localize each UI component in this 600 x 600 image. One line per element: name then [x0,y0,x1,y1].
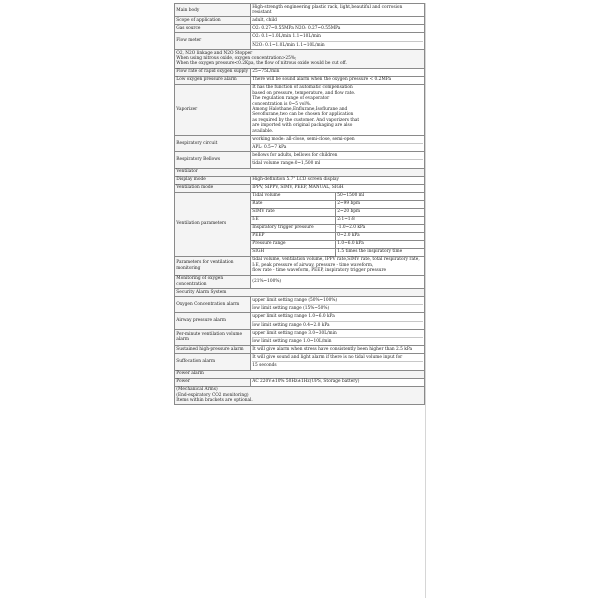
spec-value [251,152,425,168]
spec-value-line: upper limit setting range 3.0~30L/min [252,330,337,336]
spec-value-line: 15 seconds [252,361,422,368]
table-row [175,275,425,288]
param-name: Tidal volume [251,192,336,200]
spec-value [251,354,425,370]
table-row [175,49,425,68]
spec-label: Oxygen Concentration alarm [175,296,251,312]
section-heading: Security Alarm System [176,289,227,295]
table-row [175,84,425,135]
spec-value-line: The regulation range of evaporator [252,96,330,102]
table-row [175,313,425,329]
section-note: (End-expiratory CO2 monitoring) [176,392,249,398]
param-name: PEEP [251,232,336,240]
spec-value [251,184,425,192]
spec-value-line: N2O: 0.1~1.0L/min 1.1~10L/min [252,41,422,48]
param-value: 1.0~6.0 kPa [336,240,425,248]
spec-value-line: IPPV, SIPPV, SIMV, PEEP, MANUAL, SIGH [252,185,344,191]
spec-value-line: There will be sound alarm when the oxygen pressure < 0.2MPa [252,77,392,83]
table-row [175,68,425,76]
spec-label: Respiratory Bellows [175,152,251,168]
spec-value-line: concentration is 0~5 vol%. [252,101,312,107]
page-edge-line [425,3,426,598]
table-row [175,76,425,84]
spec-label: Per-minute ventilation volume alarm [175,329,251,345]
spec-value-line: O2: 0.27~0.55MPa N2O: 0.27~0.55MPa [252,26,341,32]
param-name: Pressure range [251,240,336,248]
spec-table [174,3,425,405]
spec-value [251,313,425,329]
table-row [175,152,425,168]
spec-value-line: working mode: all-close, semi-close, semi-open [252,136,355,142]
table-row [175,329,425,345]
spec-value-line: AC 220V±10% 50Hz±1Hz(UPS, Storage battery) [252,379,360,385]
spec-label: Airway pressure alarm [175,313,251,329]
spec-value [251,76,425,84]
spec-label: Sustained high-pressure alarm [175,346,251,354]
spec-value-line: Among Halothane,Enflurane,Isoflurane and [252,107,348,113]
spec-label: Gas source [175,25,251,33]
spec-value [251,275,425,288]
spec-label: Display mode [175,176,251,184]
spec-value [251,296,425,312]
spec-label: Monitoring of oxygen concentration [175,275,251,288]
spec-value-line: Sevoflurane,two can be chosen for application [252,112,354,118]
spec-label: Parameters for ventilation monitoring [175,256,251,275]
table-row [175,176,425,184]
section-cell [175,49,425,68]
param-name: SIGH [251,248,336,256]
param-value: 1.5 times the inspiratory time [336,248,425,256]
spec-label: Flow rate of rapid oxygen supply [175,68,251,76]
spec-label: Scope of application [175,17,251,25]
table-row [175,17,425,25]
spec-value-line: It has the function of automatic compensation [252,85,353,91]
spec-value [251,378,425,386]
table-row [175,370,425,378]
spec-value [251,84,425,135]
spec-value-line: I:E, peak pressure of airway, pressure - time waveform, [252,262,374,268]
section-note: When the oxygen pressure<0.2Kpa, the flow of nitrous oxide would be cut off. [176,61,347,67]
table-row [175,378,425,386]
param-value: 2~99 bpm [336,200,425,208]
spec-value-line: flow rate - time waveform, PEEP, inspiratory trigger pressure [252,268,387,274]
section-cell [175,370,425,378]
spec-value [251,4,425,17]
table-row [175,354,425,370]
param-value: -1.0~2.0 kPa [336,224,425,232]
section-heading: (Mechanical Arms) [176,387,218,393]
section-cell [175,288,425,296]
spec-value [251,33,425,49]
spec-value-line: upper limit setting range 1.0~6.0 kPa [252,314,335,320]
table-row [175,192,425,200]
spec-value-line: are imported with original packaging are also [252,123,353,129]
table-row [175,288,425,296]
param-name: Rate [251,200,336,208]
section-heading: Ventilator [176,169,198,175]
param-name: Inspiratory trigger pressure [251,224,336,232]
table-row [175,4,425,17]
spec-value [251,25,425,33]
spec-value [251,256,425,275]
param-value: 2:1~1:8 [336,216,425,224]
table-row [175,346,425,354]
spec-value-line: (21%~100%) [252,279,282,284]
spec-value-line: High-strength engineering plastic rack, light,beautiful and corrosion resistant [252,4,403,16]
table-row [175,296,425,312]
spec-label: Main body [175,4,251,17]
spec-value-line: It will give alarm when stress have consistently been higher than 2.5 kPa [252,346,413,352]
table-row [175,256,425,275]
spec-value-line: low limit setting range 1.0~10L/min [252,337,422,344]
table-row [175,386,425,405]
spec-label: Respiratory circuit [175,135,251,151]
spec-value [251,346,425,354]
spec-value [251,329,425,345]
table-row [175,184,425,192]
table-row [175,168,425,176]
param-value: 50~1500 ml [336,192,425,200]
section-heading: Power alarm [176,371,204,377]
spec-value-line: tidal volume range:0~1,500 ml [252,159,422,166]
section-cell [175,386,425,405]
spec-value-line: based on pressure, temperature, and flow rate. [252,90,356,96]
spec-label: Power [175,378,251,386]
spec-label: Vaporizer [175,84,251,135]
param-value: 2~20 bpm [336,208,425,216]
param-value: 0~2.0 kPa [336,232,425,240]
section-cell [175,168,425,176]
spec-value-line: O2: 0.1~1.0L/min 1.1~10L/min [252,34,321,40]
spec-label: Low oxygen pressure alarm [175,76,251,84]
spec-value [251,176,425,184]
table-row [175,135,425,151]
spec-value [251,17,425,25]
param-name: SIMV rate [251,208,336,216]
spec-value [251,135,425,151]
spec-label: Ventilation parameters [175,192,251,256]
spec-value-line: as required by the customer. And vaporizers that [252,117,360,123]
spec-value-line: High-definition 5.7" LCD screen display [252,177,339,183]
spec-label: Flow meter [175,33,251,49]
spec-value-line: APL: 0.5~7 kPa [252,143,422,150]
spec-value-line: low limit setting range 0.4~2.0 kPa [252,321,422,328]
spec-value-line: available. [252,128,274,134]
spec-value-line: tidal volume, ventilation volume, IPPV rate,SIMV rate, total respiratory rate, [252,257,420,263]
table-row [175,25,425,33]
table-row [175,33,425,49]
spec-value [251,68,425,76]
param-name: I:E [251,216,336,224]
spec-value-line: It will give sound and light alarm if there is no tidal volume input for [252,354,403,360]
spec-value-line: adult, child [252,18,277,24]
section-note: When using nitrous oxide, oxygen concentration>25%; [176,56,297,62]
spec-label: Ventilation mode [175,184,251,192]
section-note: Items within brackets are optional. [176,398,253,404]
spec-label: Suffocation alarm [175,354,251,370]
section-heading: O2, N2O linkage and N2O Stopper [176,50,253,56]
spec-value-line: upper limit setting range (50%~100%) [252,297,338,303]
spec-value-line: low limit setting range (15%~50%) [252,304,422,311]
spec-value-line: 25~75L/min [252,69,280,75]
spec-value-line: bellows for adults, bellows for children [252,153,338,159]
